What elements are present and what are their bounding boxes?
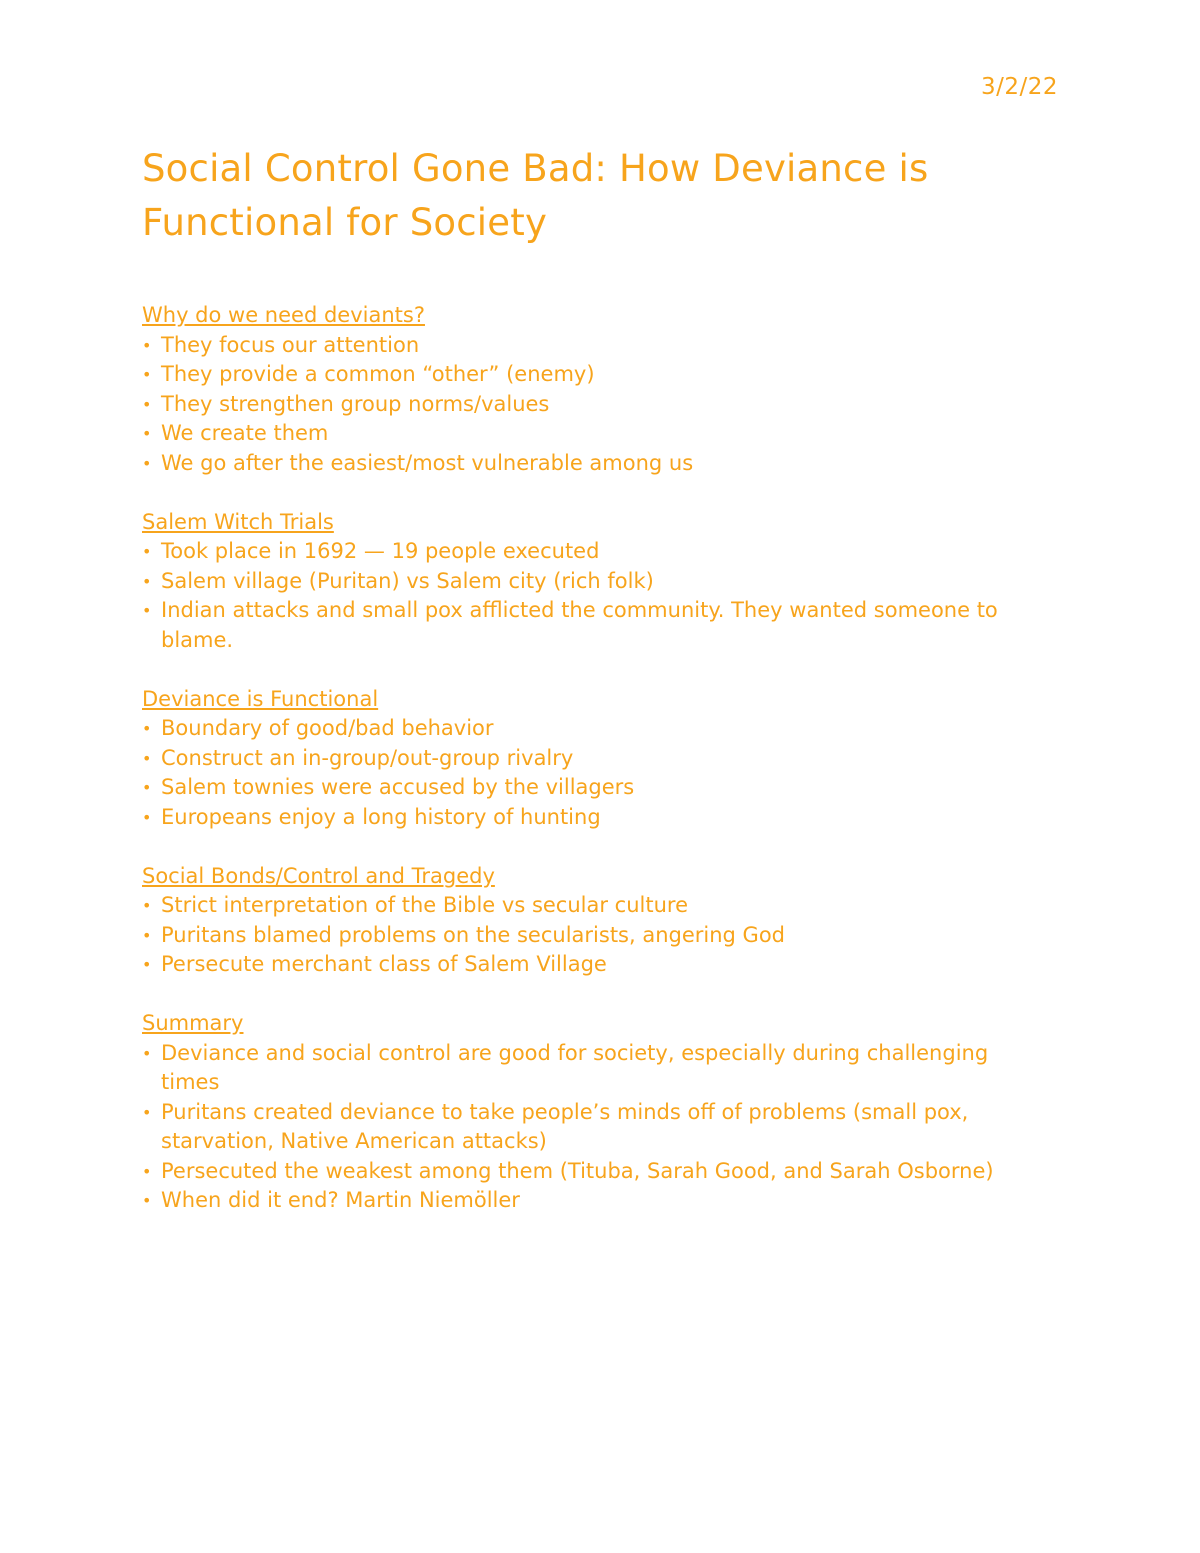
list-item [142, 1039, 1042, 1098]
list-item-text: Puritans created deviance to take people’s minds off of problems (small pox, starvation, Native American attacks) [161, 1099, 969, 1153]
list-item-text: Took place in 1692 — 19 people executed [161, 539, 600, 563]
bullet-icon: • [142, 335, 152, 355]
list-item-text: Salem townies were accused by the villagers [161, 775, 635, 799]
bullet-list [142, 537, 1042, 655]
section-deviance-functional [142, 685, 1042, 833]
list-item-text: Strict interpretation of the Bible vs secular culture [161, 893, 688, 917]
list-item-text: Europeans enjoy a long history of hunting [161, 804, 601, 829]
bullet-icon: • [142, 896, 152, 915]
bullet-icon: • [142, 719, 152, 738]
bullet-list [142, 1039, 1042, 1216]
section-salem-witch-trials [142, 508, 1042, 656]
list-item [142, 1098, 1042, 1157]
list-item-text: When did it end? Martin Niemöller [161, 1188, 520, 1212]
document-title: Social Control Gone Bad: How Deviance is Functional for Society [142, 147, 929, 244]
bullet-icon: • [142, 1043, 152, 1063]
list-item-text: Boundary of good/bad behavior [161, 716, 494, 740]
bullet-icon: • [142, 1161, 152, 1181]
list-item [142, 331, 1042, 361]
document-date: 3/2/22 [980, 74, 1058, 100]
list-item-text: Indian attacks and small pox afflicted the community. They wanted someone to blame. [161, 598, 998, 652]
bullet-icon: • [142, 571, 152, 591]
bullet-icon: • [142, 601, 152, 620]
bullet-icon: • [142, 453, 152, 473]
list-item [142, 567, 1042, 597]
list-item-text: Deviance and social control are good for society, especially during challenging times [161, 1040, 989, 1094]
bullet-icon: • [142, 807, 152, 827]
list-item [142, 596, 1042, 655]
list-item [142, 1186, 1042, 1216]
list-item-text: They focus our attention [161, 332, 420, 357]
bullet-icon: • [142, 925, 152, 945]
bullet-icon: • [142, 955, 152, 974]
list-item [142, 449, 1042, 479]
section-heading: Summary [142, 1011, 244, 1035]
bullet-icon: • [142, 1191, 152, 1210]
bullet-list [142, 891, 1042, 980]
list-item-text: We go after the easiest/most vulnerable among us [161, 450, 694, 475]
list-item [142, 921, 1042, 951]
section-social-bonds [142, 862, 1042, 980]
bullet-icon: • [142, 394, 152, 414]
list-item-text: We create them [161, 421, 329, 445]
bullet-icon: • [142, 424, 152, 443]
list-item [142, 390, 1042, 420]
list-item [142, 950, 1042, 980]
section-heading: Deviance is Functional [142, 686, 379, 711]
section-heading: Why do we need deviants? [142, 303, 425, 327]
notes-body [142, 301, 1042, 1245]
list-item-text: Puritans blamed problems on the secularists, angering God [161, 922, 786, 947]
bullet-icon: • [142, 778, 152, 797]
list-item-text: They provide a common “other” (enemy) [161, 362, 595, 386]
bullet-icon: • [142, 542, 152, 561]
bullet-icon: • [142, 365, 152, 384]
section-heading: Social Bonds/Control and Tragedy [142, 863, 495, 888]
bullet-list [142, 331, 1042, 479]
list-item-text: Persecute merchant class of Salem Village [161, 952, 607, 976]
bullet-list [142, 714, 1042, 832]
section-heading: Salem Witch Trials [142, 509, 334, 534]
list-item [142, 1157, 1042, 1187]
list-item [142, 419, 1042, 449]
list-item [142, 360, 1042, 390]
list-item [142, 744, 1042, 774]
bullet-icon: • [142, 748, 152, 768]
list-item [142, 714, 1042, 744]
list-item-text: Salem village (Puritan) vs Salem city (rich folk) [161, 568, 654, 593]
list-item-text: Persecuted the weakest among them (Tituba, Sarah Good, and Sarah Osborne) [161, 1158, 994, 1183]
bullet-icon: • [142, 1102, 152, 1122]
list-item-text: They strengthen group norms/values [161, 391, 550, 416]
list-item [142, 891, 1042, 921]
list-item [142, 773, 1042, 803]
section-why-deviants [142, 301, 1042, 478]
list-item [142, 803, 1042, 833]
list-item-text: Construct an in-group/out-group rivalry [161, 745, 574, 770]
list-item [142, 537, 1042, 567]
section-summary [142, 1009, 1042, 1216]
